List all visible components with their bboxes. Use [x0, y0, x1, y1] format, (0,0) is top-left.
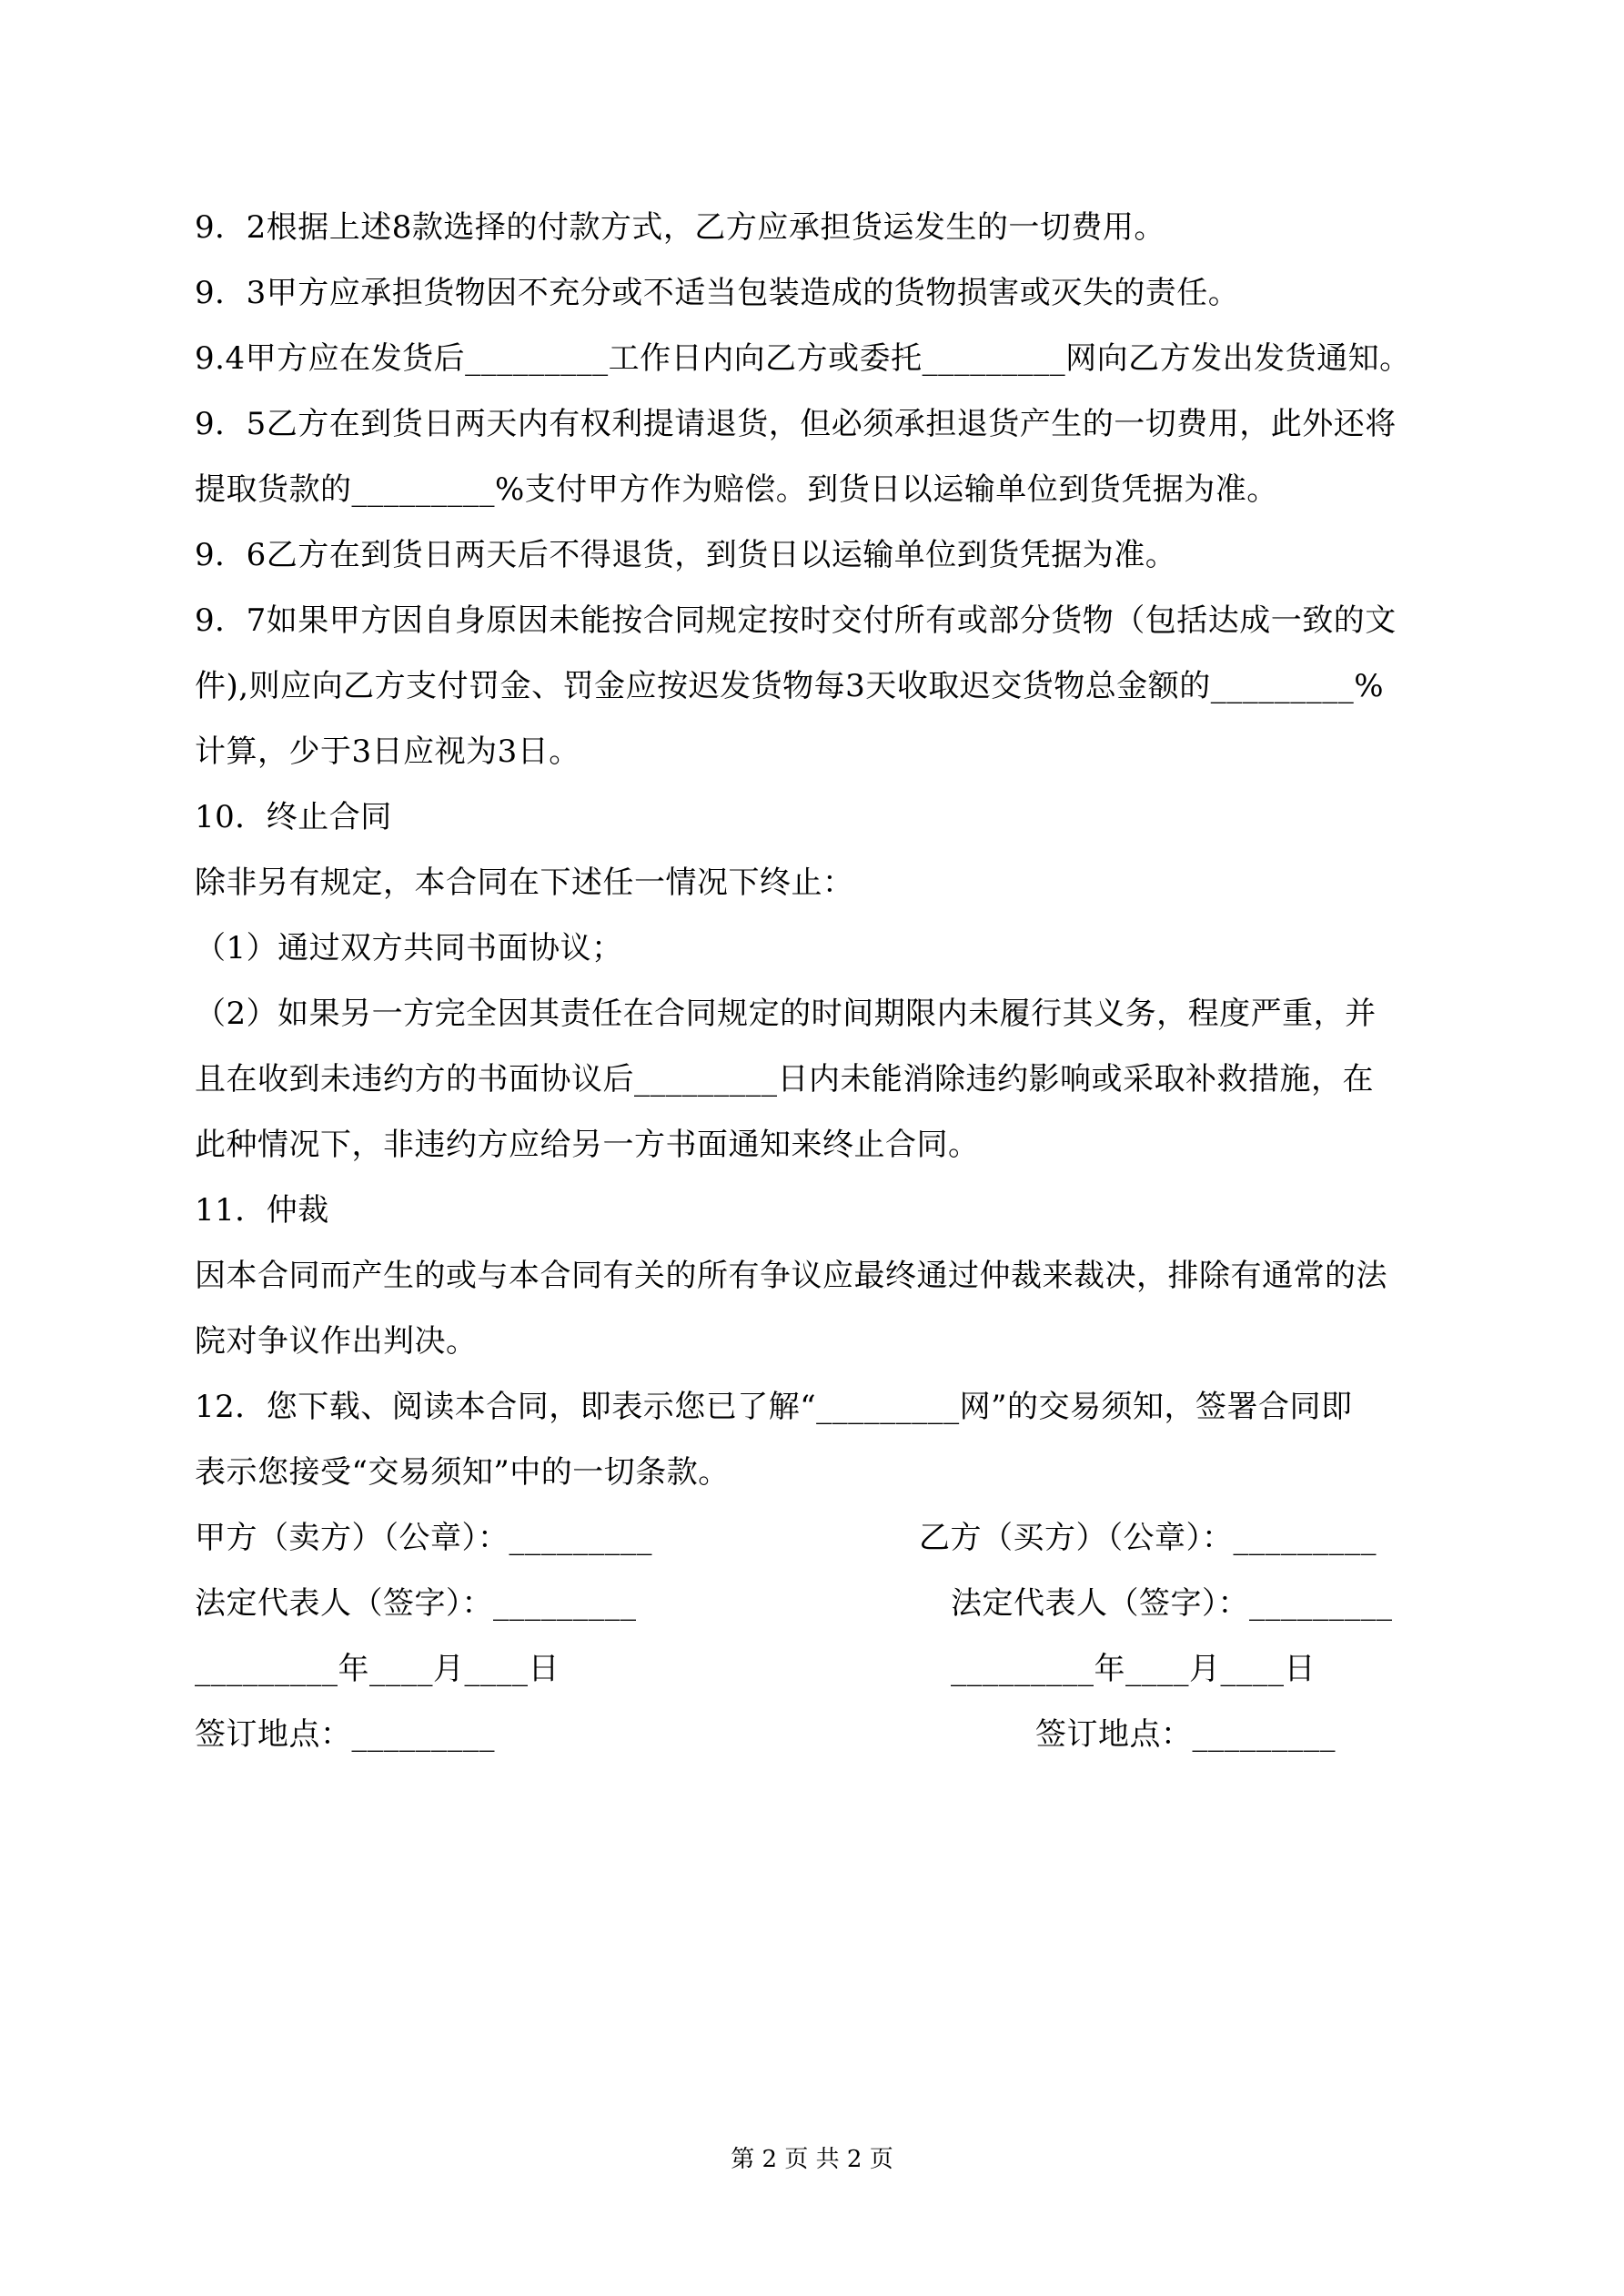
section-10-item-1: （1）通过双方共同书面协议； — [195, 930, 623, 966]
section-10-item-2-line-3: 此种情况下，非违约方应给另一方书面通知来终止合同。 — [195, 1127, 980, 1163]
clause-9-7-line-1: 9．7如果甲方因自身原因未能按合同规定按时交付所有或部分货物（包括达成一致的文 — [195, 602, 1397, 639]
clause-9-4: 9.4甲方应在发货后_________工作日内向乙方或委托_________网向乙方发出发货通知。 — [195, 340, 1411, 377]
party-a-date: _________年____月____日 — [195, 1651, 560, 1687]
section-10-heading: 10．终止合同 — [195, 799, 392, 835]
party-a-seal: 甲方（卖方）（公章）：_________ — [195, 1520, 652, 1556]
section-10-intro: 除非另有规定，本合同在下述任一情况下终止： — [195, 865, 854, 901]
section-12-line-1: 12．您下载、阅读本合同，即表示您已了解“_________网”的交易须知，签署合同即 — [195, 1389, 1353, 1425]
clause-9-5-line-1: 9．5乙方在到货日两天内有权利提请退货，但必须承担退货产生的一切费用，此外还将 — [195, 406, 1397, 442]
section-11-heading: 11．仲裁 — [195, 1192, 329, 1229]
clause-9-2: 9．2根据上述8款选择的付款方式，乙方应承担货运发生的一切费用。 — [195, 209, 1165, 246]
page-number: 第 2 页 共 2 页 — [731, 2146, 893, 2173]
clause-9-3: 9．3甲方应承担货物因不充分或不适当包装造成的货物损害或灭失的责任。 — [195, 275, 1240, 311]
section-11-text-line-1: 因本合同而产生的或与本合同有关的所有争议应最终通过仲裁来裁决，排除有通常的法 — [195, 1258, 1387, 1294]
clause-9-7-line-3: 计算，少于3日应视为3日。 — [195, 733, 580, 770]
party-b-signing-place: 签订地点：_________ — [1035, 1716, 1336, 1753]
section-12-line-2: 表示您接受“交易须知”中的一切条款。 — [195, 1454, 730, 1491]
party-a-signing-place: 签订地点：_________ — [195, 1716, 495, 1753]
section-10-item-2-line-1: （2）如果另一方完全因其责任在合同规定的时间期限内未履行其义务，程度严重，并 — [195, 996, 1377, 1032]
section-11-text-line-2: 院对争议作出判决。 — [195, 1323, 478, 1360]
section-10-item-2-line-2: 且在收到未违约方的书面协议后_________日内未能消除违约影响或采取补救措施，在 — [195, 1061, 1374, 1097]
clause-9-7-line-2: 件),则应向乙方支付罚金、罚金应按迟发货物每3天收取迟交货物总金额的_________% — [195, 668, 1385, 704]
party-b-seal: 乙方（买方）（公章）：_________ — [919, 1520, 1377, 1556]
clause-9-5-line-2: 提取货款的_________%支付甲方作为赔偿。到货日以运输单位到货凭据为准。 — [195, 471, 1278, 508]
party-a-representative: 法定代表人（签字）：_________ — [195, 1585, 637, 1622]
party-b-date: _________年____月____日 — [951, 1651, 1316, 1687]
clause-9-6: 9．6乙方在到货日两天后不得退货，到货日以运输单位到货凭据为准。 — [195, 537, 1177, 573]
party-b-representative: 法定代表人（签字）：_________ — [951, 1585, 1393, 1622]
